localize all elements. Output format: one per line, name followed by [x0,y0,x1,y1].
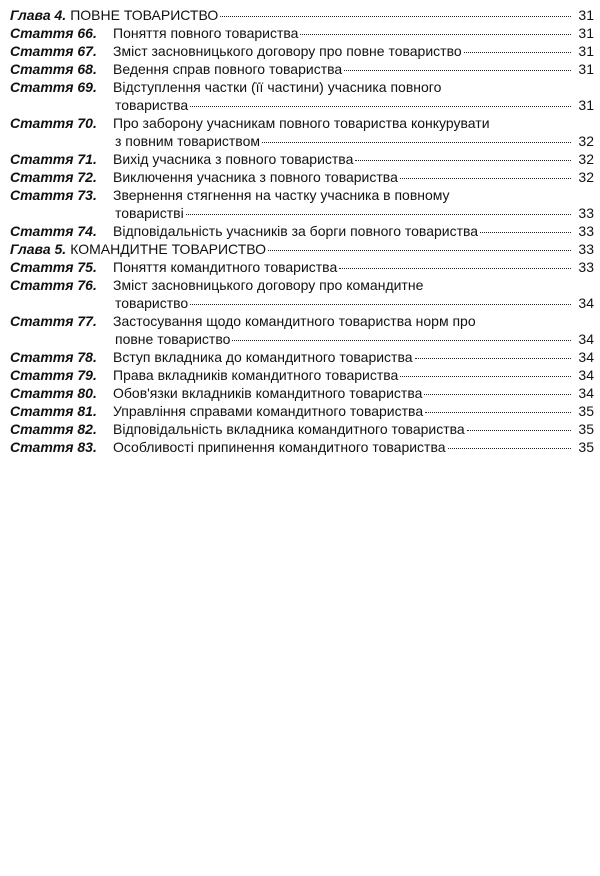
toc-entry-prefix: Стаття [10,151,74,167]
toc-article-entry [10,384,594,402]
toc-entry-body [113,366,594,384]
toc-entry-prefix: Стаття [10,403,74,419]
toc-page-number: 33 [578,259,594,275]
toc-entry-title: Вихід учасника з повного товариства [113,151,354,167]
toc-entry-title: Особливості припинення командитного товариства [113,439,446,455]
toc-article-entry [10,78,594,114]
toc-entry-prefix: Стаття [10,43,74,59]
toc-article-entry [10,60,594,78]
toc-page-number: 32 [578,133,594,149]
toc-entry-body [113,222,594,240]
toc-entry-number: 76. [77,277,97,293]
toc-entry-number: 80. [77,385,97,401]
toc-page-number: 31 [578,43,594,59]
dot-leader [186,213,571,215]
toc-entry-prefix: Стаття [10,277,74,293]
toc-entry-title: повне товариство [115,331,231,347]
toc-entry-body [113,402,594,420]
toc-page-number: 34 [578,295,594,311]
toc-page-number: 33 [578,223,594,239]
toc-entry-label [10,240,66,258]
toc-entry-title: Поняття командитного товариства [113,259,338,275]
toc-entry-number: 72. [77,169,97,185]
dot-leader [448,447,571,449]
toc-article-entry [10,24,594,42]
dot-leader [262,141,571,143]
toc-entry-label [10,276,113,294]
toc-page-number: 34 [578,349,594,365]
toc-entry-title: Зміст засновницького договору про командитне [113,277,424,293]
toc-entry-body [113,420,594,438]
toc-entry-label [10,438,113,456]
toc-article-entry [10,258,594,276]
dot-leader [355,159,571,161]
dot-leader [344,69,571,71]
toc-entry-number: 82. [77,421,97,437]
toc-entry-body [113,24,594,42]
toc-entry-title: товариства [115,97,189,113]
toc-entry-label [10,24,113,42]
toc-entry-title: Відповідальність учасників за борги повного товариства [113,223,479,239]
toc-entry-number: 4. [54,7,67,23]
toc-entry-prefix: Стаття [10,385,74,401]
toc-entry-body [113,60,594,78]
toc-page-number: 32 [578,151,594,167]
toc-entry-number: 68. [77,61,97,77]
toc-entry-prefix: Стаття [10,223,74,239]
dot-leader [425,411,571,413]
dot-leader [190,105,571,107]
toc-entry-label [10,60,113,78]
toc-entry-title: Застосування щодо командитного товариства норм про [113,313,476,329]
toc-chapter-entry [10,6,594,24]
dot-leader [424,393,571,395]
toc-article-entry [10,150,594,168]
toc-entry-body [113,348,594,366]
toc-entry-number: 71. [77,151,97,167]
toc-entry-title: Права вкладників командитного товариства [113,367,399,383]
toc-entry-prefix: Стаття [10,421,74,437]
toc-entry-body [113,114,594,150]
toc-entry-number: 73. [77,187,97,203]
toc-entry-title: Ведення справ повного товариства [113,61,343,77]
toc-entry-prefix: Стаття [10,25,74,41]
toc-entry-label [10,6,66,24]
toc-entry-prefix: Стаття [10,79,74,95]
toc-article-entry [10,222,594,240]
toc-page-number: 33 [578,205,594,221]
toc-entry-title: Обов'язки вкладників командитного товариства [113,385,423,401]
toc-entry-label [10,312,113,330]
toc-entry-title: товаристві [115,205,184,221]
dot-leader [300,33,571,35]
toc-entry-body [113,276,594,312]
toc-entry-body [113,258,594,276]
dot-leader [268,249,571,251]
toc-article-entry [10,276,594,312]
toc-entry-body [113,168,594,186]
toc-article-entry [10,420,594,438]
toc-entry-number: 69. [77,79,97,95]
toc-entry-number: 70. [77,115,97,131]
dot-leader [415,357,571,359]
toc-entry-prefix: Глава [10,7,51,23]
toc-entry-number: 66. [77,25,97,41]
toc-page-number: 34 [578,331,594,347]
toc-entry-label [10,384,113,402]
toc-entry-label [10,222,113,240]
toc-article-entry [10,348,594,366]
toc-entry-title: з повним товариством [115,133,260,149]
toc-entry-number: 83. [77,439,97,455]
toc-entry-body [113,312,594,348]
toc-page-number: 31 [578,7,594,23]
toc-entry-prefix: Стаття [10,367,74,383]
dot-leader [464,51,571,53]
toc-entry-title: КОМАНДИТНЕ ТОВАРИСТВО [70,241,267,257]
toc-entry-number: 75. [77,259,97,275]
toc-page-number: 31 [578,97,594,113]
toc-entry-title: ПОВНЕ ТОВАРИСТВО [70,7,219,23]
toc-entry-title: Управління справами командитного товариства [113,403,424,419]
toc-entry-number: 77. [77,313,97,329]
toc-page-number: 32 [578,169,594,185]
dot-leader [400,177,571,179]
toc-entry-prefix: Стаття [10,439,74,455]
toc-page-number: 35 [578,403,594,419]
toc-article-entry [10,402,594,420]
toc-article-entry [10,186,594,222]
toc-entry-number: 74. [77,223,97,239]
toc-entry-prefix: Стаття [10,313,74,329]
toc-entry-number: 78. [77,349,97,365]
toc-entry-label [10,42,113,60]
toc-entry-prefix: Стаття [10,187,74,203]
toc-entry-body [113,186,594,222]
table-of-contents [10,6,594,456]
toc-article-entry [10,366,594,384]
toc-chapter-entry [10,240,594,258]
dot-leader [339,267,571,269]
toc-article-entry [10,438,594,456]
toc-article-entry [10,42,594,60]
toc-page-number: 35 [578,439,594,455]
dot-leader [190,303,571,305]
toc-entry-number: 5. [54,241,67,257]
toc-entry-body [113,78,594,114]
toc-entry-number: 81. [77,403,97,419]
toc-article-entry [10,312,594,348]
toc-entry-label [10,150,113,168]
toc-page-number: 31 [578,25,594,41]
toc-entry-label [10,186,113,204]
toc-page-number: 31 [578,61,594,77]
toc-page-number: 34 [578,385,594,401]
toc-entry-body [113,438,594,456]
toc-entry-label [10,168,113,186]
toc-page-number: 34 [578,367,594,383]
toc-entry-label [10,114,113,132]
toc-entry-prefix: Стаття [10,169,74,185]
toc-entry-label [10,402,113,420]
toc-entry-title: Звернення стягнення на частку учасника в повному [113,187,450,203]
toc-entry-body [113,384,594,402]
toc-page-number: 35 [578,421,594,437]
toc-entry-number: 67. [77,43,97,59]
toc-entry-title: Поняття повного товариства [113,25,299,41]
toc-entry-title: товариство [115,295,189,311]
toc-entry-title: Відступлення частки (її частини) учасника повного [113,79,442,95]
dot-leader [220,15,571,17]
toc-entry-number: 79. [77,367,97,383]
toc-entry-body [70,240,594,258]
toc-article-entry [10,168,594,186]
toc-entry-prefix: Глава [10,241,51,257]
toc-entry-label [10,366,113,384]
toc-entry-title: Відповідальність вкладника командитного товариства [113,421,465,437]
toc-entry-title: Виключення учасника з повного товариства [113,169,398,185]
dot-leader [480,231,571,233]
toc-entry-body [113,42,594,60]
toc-entry-label [10,258,113,276]
dot-leader [400,375,571,377]
toc-entry-label [10,78,113,96]
toc-entry-prefix: Стаття [10,61,74,77]
toc-entry-title: Зміст засновницького договору про повне товариство [113,43,462,59]
toc-article-entry [10,114,594,150]
toc-entry-label [10,420,113,438]
toc-entry-body [70,6,594,24]
toc-entry-prefix: Стаття [10,259,74,275]
toc-entry-prefix: Стаття [10,115,74,131]
toc-entry-title: Про заборону учасникам повного товариства конкурувати [113,115,490,131]
toc-entry-title: Вступ вкладника до командитного товариства [113,349,413,365]
dot-leader [467,429,571,431]
toc-page-number: 33 [578,241,594,257]
toc-entry-body [113,150,594,168]
dot-leader [232,339,571,341]
toc-entry-prefix: Стаття [10,349,74,365]
toc-entry-label [10,348,113,366]
